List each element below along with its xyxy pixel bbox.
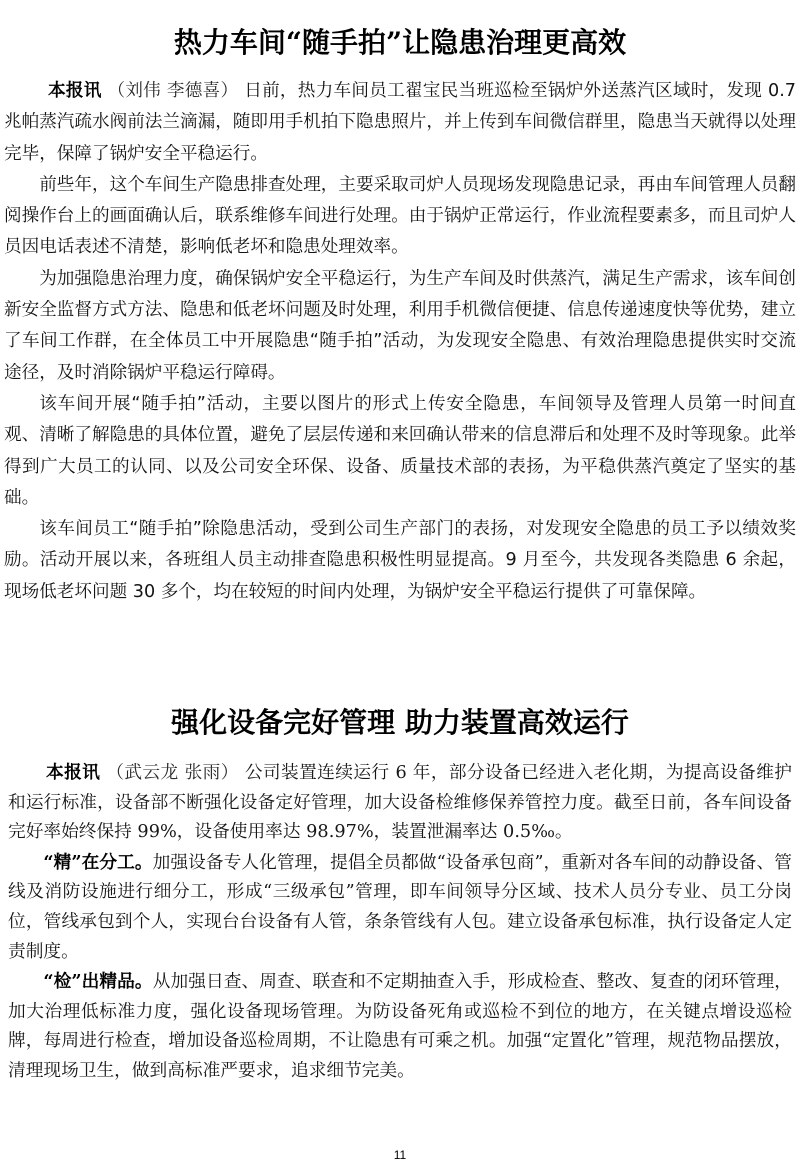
page-number: 11 <box>393 1148 407 1162</box>
article-1-body <box>4 76 796 608</box>
article-1-title: 热力车间“随手拍”让隐患治理更高效 <box>173 25 627 59</box>
article-1-paragraph-1-text: 日前，热力车间员工翟宝民当班巡检至锅炉外送蒸汽区域时，发现 0.7 兆帕蒸汽疏水阀前法兰滴漏，随即用手机拍下隐患照片，并上传到车间微信群里，隐患当天就得以处理完毕，保障了锅炉安全平稳运行。 <box>4 81 796 164</box>
article-2-title: 强化设备完好管理 助力装置高效运行 <box>171 705 629 739</box>
article-1-paragraph-5: 该车间员工“随手拍”除隐患活动，受到公司生产部门的表扬，对发现安全隐患的员工予以绩效奖励。活动开展以来，各班组人员主动排查隐患积极性明显提高。9 月至今，共发现各类隐患 6 余起，现场低老坏问题 30 多个，均在较短的时间内处理，为锅炉安全平稳运行提供了可靠保障。 <box>4 519 796 602</box>
article-1-paragraph-3: 为加强隐患治理力度，确保锅炉安全平稳运行，为生产车间及时供蒸汽，满足生产需求，该车间创新安全监督方式方法、隐患和低老坏问题及时处理，利用手机微信便捷、信息传递速度快等优势，建立了车间工作群，在全体员工中开展隐患“随手拍”活动，为发现安全隐患、有效治理隐患提供实时交流途径，及时消除锅炉平稳运行障碍。 <box>4 268 796 383</box>
section-text: 从加强日查、周查、联查和不定期抽查入手，形成检查、整改、复查的闭环管理，加大治理低标准力度，强化设备现场管理。为防设备死角或巡检不到位的地方，在关键点增设巡检牌，每周进行检查，增加设备巡检周期，不让隐患有可乘之机。加强“定置化”管理，规范物品摆放，清理现场卫生，做到高标准严要求，追求细节完美。 <box>8 972 792 1081</box>
section-heading: “检”出精品。 <box>43 971 153 993</box>
article-1-byline: （刘伟 李德喜） <box>107 81 239 101</box>
article-1-paragraph-2: 前些年，这个车间生产隐患排查处理，主要采取司炉人员现场发现隐患记录，再由车间管理人员翻阅操作台上的画面确认后，联系维修车间进行处理。由于锅炉正常运行，作业流程要素多，而且司炉人员因电话表述不清楚，影响低老坏和隐患处理效率。 <box>4 174 796 258</box>
section-text: 加强设备专人化管理，提倡全员都做“设备承包商”，重新对各车间的动静设备、管线及消防设施进行细分工，形成“三级承包”管理，即车间领导分区域、技术人员分专业、员工分岗位，管线承包到个人，实现台台设备有人管，条条管线有人包。建立设备承包标准，执行设备定人定责制度。 <box>8 852 792 962</box>
article-2-section-division <box>8 848 792 967</box>
article-1-paragraph-4: 该车间开展“随手拍”活动，主要以图片的形式上传安全隐患，车间领导及管理人员第一时间直观、清晰了解隐患的具体位置，避免了层层传递和来回确认带来的信息滞后和处理不及时等现象。此举得到广大员工的认同、以及公司安全环保、设备、质量技术部的表扬，为平稳供蒸汽奠定了坚实的基础。 <box>4 393 796 508</box>
article-2-lead: 本报讯 <box>46 762 101 783</box>
article-1-lead: 本报讯 <box>48 81 102 101</box>
section-heading: “精”在分工。 <box>43 851 153 873</box>
article-2-intro-text: 公司装置连续运行 6 年，部分设备已经进入老化期，为提高设备维护和运行标准，设备部不断强化设备定好管理，加大设备检维修保养管控力度。截至日前，各车间设备完好率始终保持 99%，设备使用率达 98.97%，装置泄漏率达 0.5‰。 <box>8 763 792 843</box>
article-2-intro <box>8 758 792 848</box>
article-2-section-inspection <box>8 967 792 1086</box>
article-2-body <box>8 758 792 1087</box>
article-1-paragraph-1 <box>4 76 796 170</box>
article-2-byline: （武云龙 张雨） <box>106 763 239 783</box>
